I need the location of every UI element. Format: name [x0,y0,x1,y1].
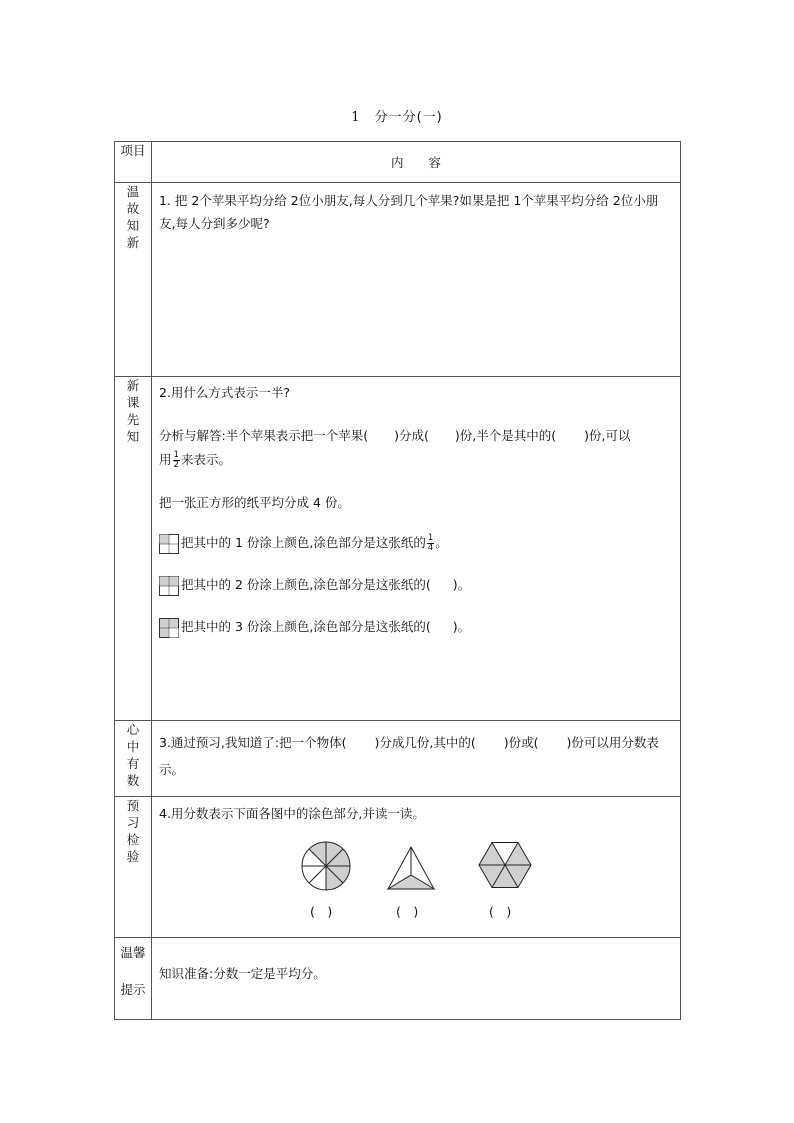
square-quarter-icon [159,534,179,554]
question-2-title: 2.用什么方式表示一半? [159,385,291,400]
question-4: 4.用分数表示下面各图中的涂色部分,并读一读。 [159,806,425,821]
lesson-table [114,141,681,1020]
section-check-content [152,797,681,938]
section-tips-content [152,938,681,1020]
lesson-number: 1 [351,110,361,125]
header-content: 内 容 [152,142,681,183]
question-1: 1. 把 2个苹果平均分给 2位小朋友,每人分到几个苹果?如果是把 1个苹果平均分给 2位小朋友,每人分到多少呢? [159,193,659,231]
section-preview-content [152,377,681,721]
fraction-one-half: $\frac{1}{2}$ [173,450,179,470]
section-label-preview: 新课先知 [115,377,152,721]
paper-statement: 把一张正方形的纸平均分成 4 份。 [159,495,350,510]
section-label-tips: 温馨 提示 [115,938,152,1020]
square-half-icon [159,576,179,596]
section-label-understanding: 心中有数 [115,721,152,797]
question-3: 3.通过预习,我知道了:把一个物体( )分成几份,其中的( )份或( )份可以用分数表示。 [159,735,659,777]
square-three-quarters-icon [159,618,179,638]
shading-row-1: 把其中的 1 份涂上颜色,涂色部分是这张纸的 $\frac{1}{4}$ 。 [159,531,672,554]
section-label-check: 预习检验 [115,797,152,938]
lesson-title: 分一分(一) [374,110,443,125]
question-2-analysis: 分析与解答:半个苹果表示把一个苹果( )分成( )份,半个是其中的( )份,可以 用 $\frac{1}{2}$ 来表示。 [159,428,631,470]
page-title [0,106,794,125]
hexagon-sixths-figure [475,838,535,892]
answer-blank-hexagon[interactable]: ( ) [489,904,512,919]
section-review-content [152,183,681,377]
section-label-review: 温故知新 [115,183,152,377]
circle-eighths-figure [299,839,353,893]
triangle-thirds-figure [385,845,437,891]
answer-blank-circle[interactable]: ( ) [310,904,333,919]
section-tips [115,938,681,1020]
shading-row-2: 把其中的 2 份涂上颜色,涂色部分是这张纸的( )。 [159,573,672,596]
shading-row-3: 把其中的 3 份涂上颜色,涂色部分是这张纸的( )。 [159,615,672,638]
header-row [115,142,681,183]
fraction-one-quarter: $\frac{1}{4}$ [427,533,434,553]
header-item: 项目 [115,142,152,183]
section-check [115,797,681,938]
section-understanding [115,721,681,797]
section-understanding-content [152,721,681,797]
section-review [115,183,681,377]
section-preview [115,377,681,721]
answer-blank-triangle[interactable]: ( ) [396,904,419,919]
tip-text: 知识准备:分数一定是平均分。 [159,966,326,981]
